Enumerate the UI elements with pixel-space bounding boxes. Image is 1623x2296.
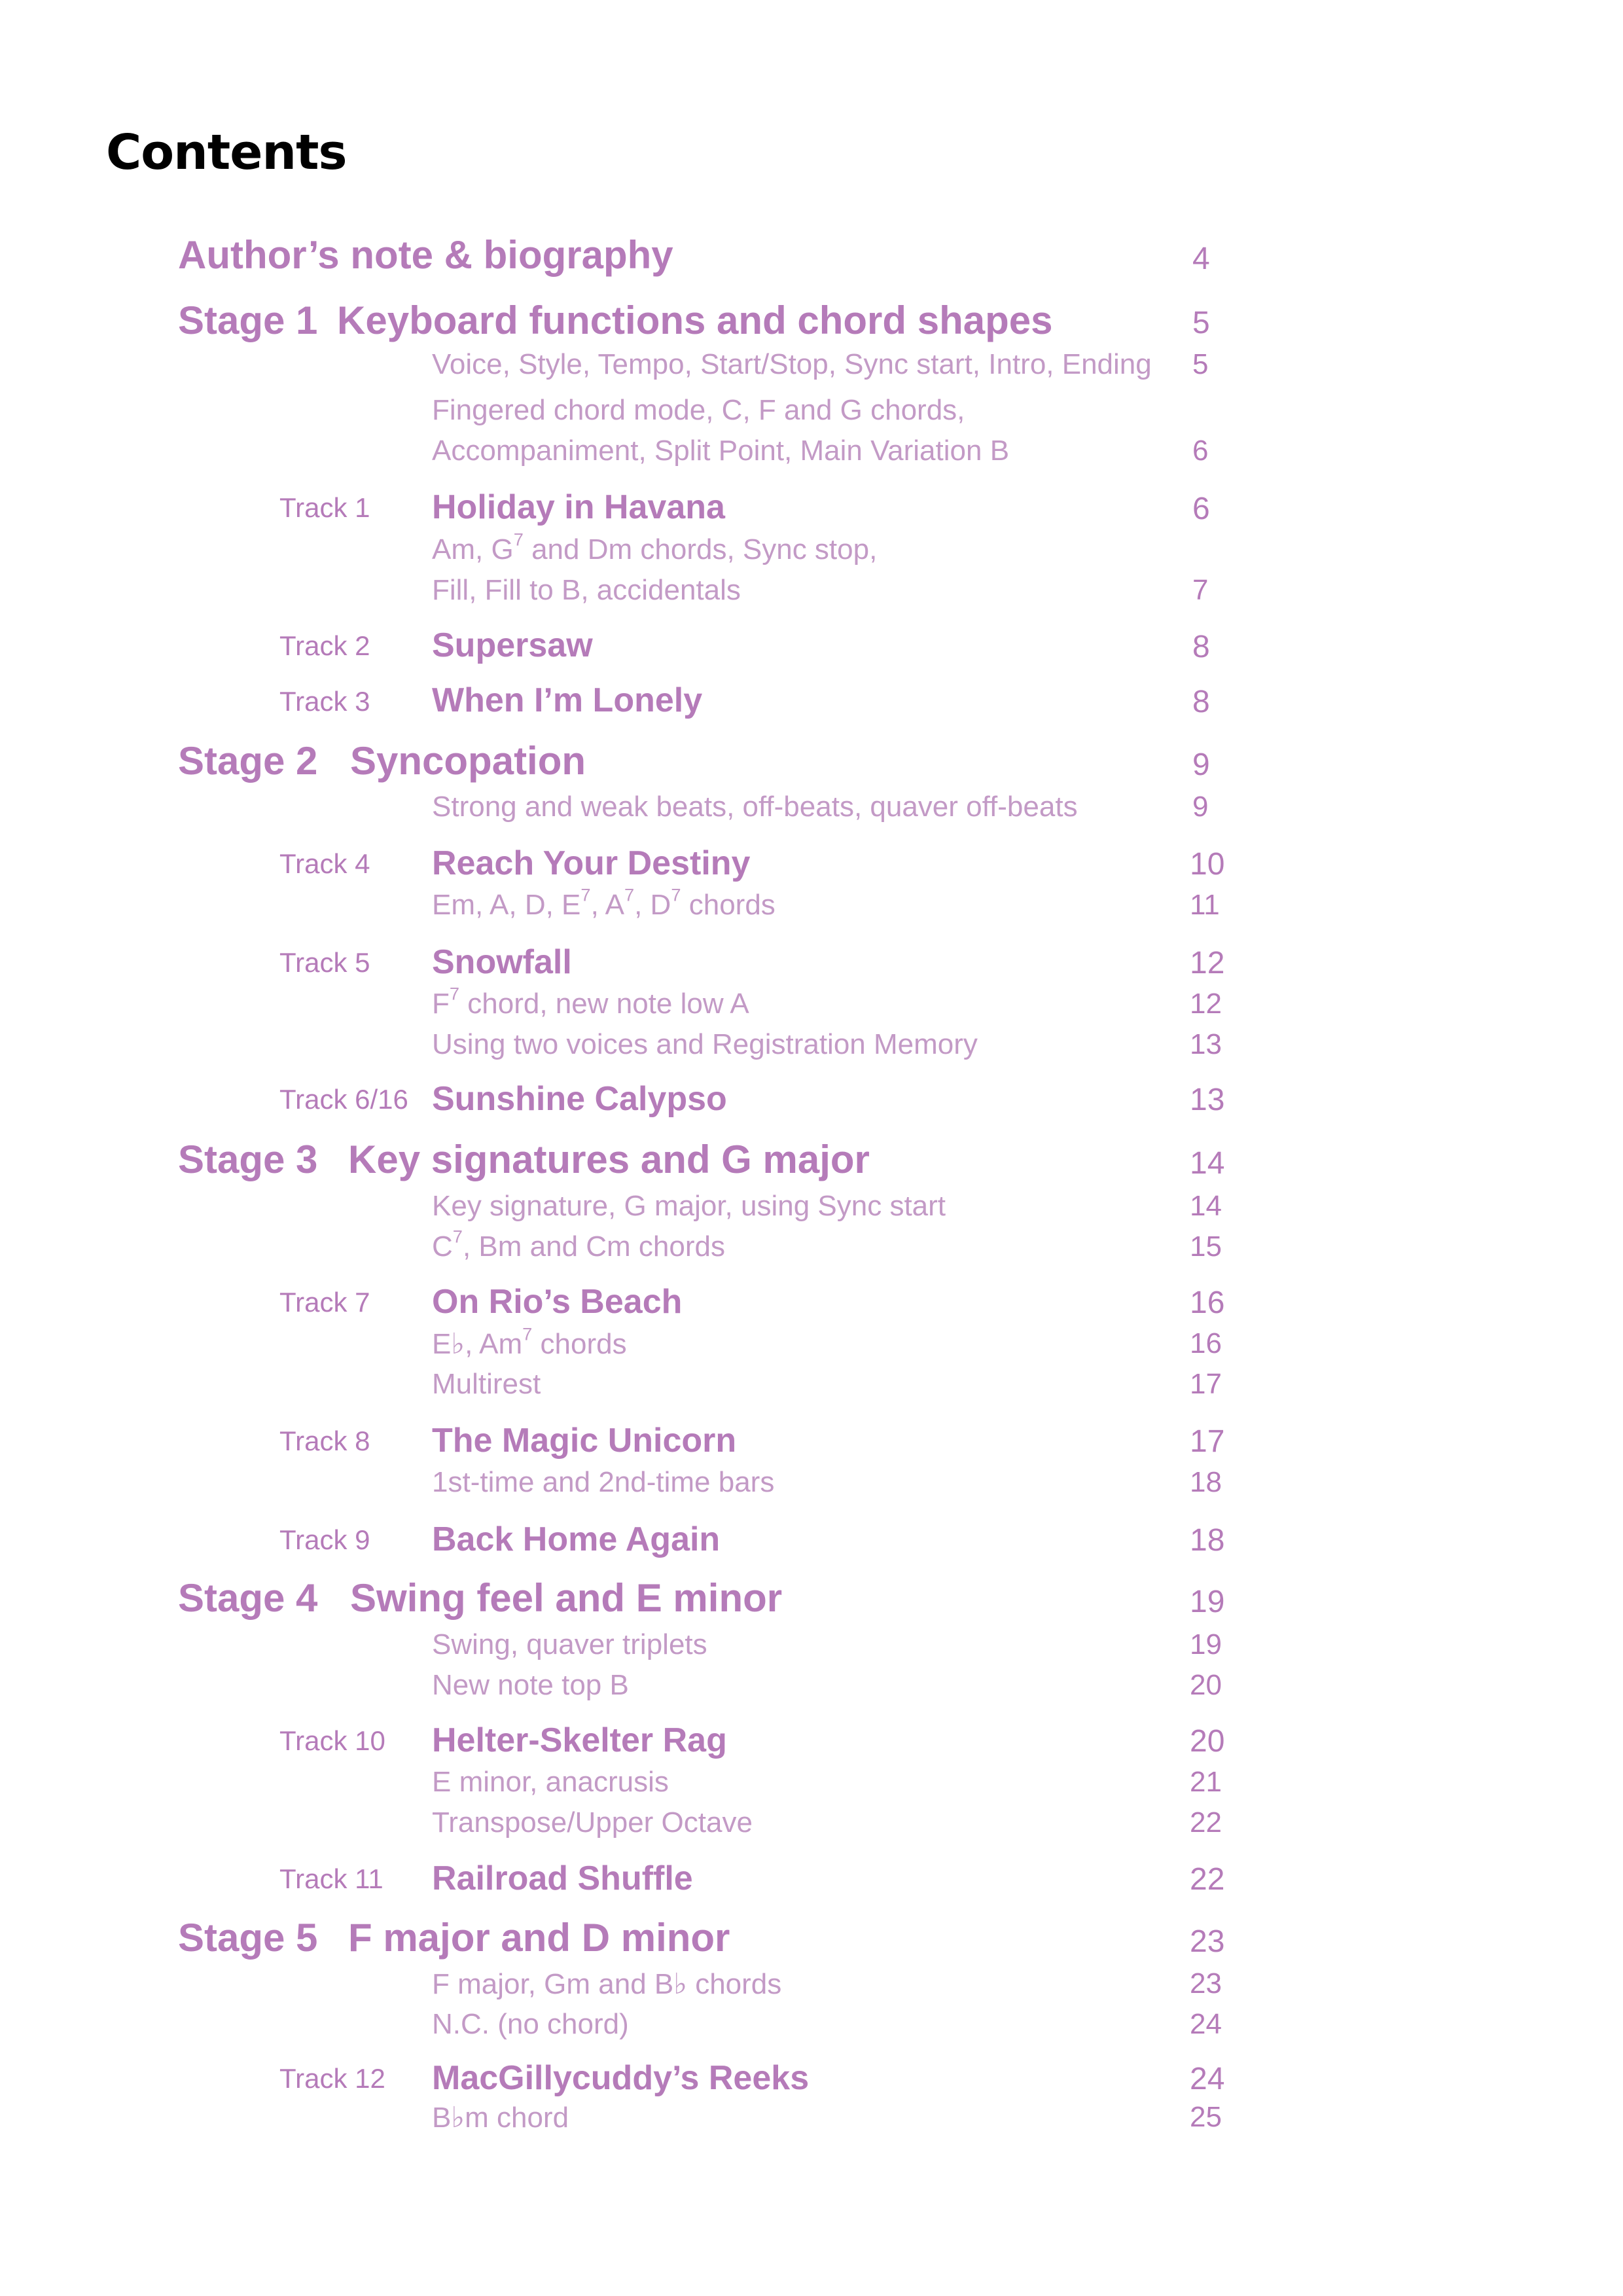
- page-number: 5: [1192, 306, 1210, 340]
- stage-title: F major and D minor: [348, 1916, 730, 1960]
- toc-subentry: Fingered chord mode, C, F and G chords,: [432, 394, 965, 426]
- page-number: 13: [1190, 1028, 1222, 1060]
- page-number: 9: [1192, 747, 1210, 782]
- page-number: 10: [1190, 847, 1225, 882]
- track-label: Track 10: [279, 1725, 385, 1756]
- track-label: Track 3: [279, 686, 370, 717]
- track-label: Track 5: [279, 947, 370, 978]
- track-label: Track 4: [279, 848, 370, 879]
- page-number: 24: [1190, 2062, 1225, 2096]
- page-number: 8: [1192, 630, 1210, 664]
- track-title: Back Home Again: [432, 1520, 721, 1558]
- page-number: 22: [1190, 1806, 1222, 1839]
- toc-subentry: Key signature, G major, using Sync start: [432, 1190, 946, 1222]
- stage-label: Stage 3: [178, 1138, 318, 1181]
- page-number: 16: [1190, 1285, 1225, 1320]
- toc-subentry: Fill, Fill to B, accidentals: [432, 574, 741, 606]
- page-number: 23: [1190, 1924, 1225, 1959]
- page-number: 18: [1190, 1466, 1222, 1498]
- track-label: Track 7: [279, 1287, 370, 1318]
- track-label: Track 1: [279, 492, 370, 523]
- page-title: Contents: [106, 124, 347, 181]
- stage-title: Swing feel and E minor: [350, 1576, 783, 1620]
- track-label: Track 2: [279, 630, 370, 661]
- stage-label: Stage 5: [178, 1916, 318, 1960]
- page-number: 6: [1192, 492, 1210, 526]
- track-title: On Rio’s Beach: [432, 1283, 683, 1321]
- stage-title: Keyboard functions and chord shapes: [337, 298, 1053, 342]
- page-number: 11: [1190, 889, 1220, 921]
- page-number: 21: [1190, 1766, 1222, 1798]
- toc-subentry: Accompaniment, Split Point, Main Variation B: [432, 435, 1010, 467]
- track-label: Track 11: [279, 1863, 383, 1894]
- page-number: 12: [1190, 946, 1225, 980]
- stage-label: Stage 1: [178, 298, 318, 342]
- toc-subentry: Multirest: [432, 1368, 541, 1400]
- track-title: MacGillycuddy’s Reeks: [432, 2059, 810, 2097]
- page-number: 8: [1192, 685, 1210, 719]
- track-title: Snowfall: [432, 943, 572, 981]
- track-title: The Magic Unicorn: [432, 1422, 737, 1460]
- page-number: 15: [1190, 1230, 1222, 1263]
- page-number: 13: [1190, 1083, 1225, 1117]
- page-number: 4: [1192, 242, 1210, 276]
- page-number: 25: [1190, 2101, 1222, 2133]
- stage-title: Syncopation: [350, 739, 586, 783]
- toc-subentry: New note top B: [432, 1669, 629, 1701]
- toc-subentry: B♭m chord: [432, 2102, 569, 2134]
- toc-subentry: E minor, anacrusis: [432, 1766, 669, 1798]
- toc-subentry: Am, $G^7$ and Dm chords, Sync stop,: [432, 529, 878, 565]
- page-number: 5: [1192, 348, 1209, 380]
- track-title: Railroad Shuffle: [432, 1859, 693, 1897]
- page-number: 12: [1190, 988, 1222, 1020]
- toc-subentry: N.C. (no chord): [432, 2008, 629, 2040]
- stage-label: Stage 2: [178, 739, 318, 783]
- page-number: 24: [1190, 2008, 1222, 2040]
- page-number: 19: [1190, 1585, 1225, 1619]
- page-number: 18: [1190, 1523, 1225, 1558]
- track-label: Track 12: [279, 2063, 385, 2094]
- toc-subentry: Using two voices and Registration Memory: [432, 1028, 978, 1060]
- page-number: 23: [1190, 1967, 1222, 2000]
- page-number: 22: [1190, 1862, 1225, 1897]
- track-title: Sunshine Calypso: [432, 1080, 727, 1118]
- page-number: 19: [1190, 1628, 1222, 1660]
- track-label: Track 6/16: [279, 1084, 408, 1115]
- track-title: Supersaw: [432, 626, 593, 664]
- page-number: 7: [1192, 574, 1209, 606]
- page-number: 6: [1192, 435, 1209, 467]
- toc-subentry: 1st-time and 2nd-time bars: [432, 1466, 775, 1498]
- page-number: 20: [1190, 1724, 1225, 1759]
- toc-subentry: $F^7$ chord, new note low A: [432, 983, 749, 1020]
- page-number: 16: [1190, 1327, 1222, 1359]
- track-title: When I’m Lonely: [432, 681, 703, 719]
- stage-title: Key signatures and G major: [348, 1138, 870, 1181]
- toc-author-note: Author’s note & biography: [178, 233, 673, 277]
- toc-subentry: F major, Gm and B♭ chords: [432, 1968, 782, 2000]
- page-number: 14: [1190, 1190, 1222, 1222]
- page-number: 17: [1190, 1368, 1222, 1400]
- track-title: Helter-Skelter Rag: [432, 1721, 727, 1759]
- toc-subentry: Strong and weak beats, off-beats, quaver off-beats: [432, 791, 1078, 823]
- page-number: 20: [1190, 1669, 1222, 1701]
- stage-label: Stage 4: [178, 1576, 318, 1620]
- track-label: Track 8: [279, 1426, 370, 1456]
- toc-subentry: Voice, Style, Tempo, Start/Stop, Sync start, Intro, Ending: [432, 348, 1152, 380]
- toc-subentry: E♭, Am$^7$ chords: [432, 1323, 627, 1360]
- toc-subentry: Swing, quaver triplets: [432, 1628, 707, 1660]
- page-number: 17: [1190, 1424, 1225, 1459]
- track-label: Track 9: [279, 1524, 370, 1555]
- page-number: 9: [1192, 791, 1209, 823]
- track-title: Holiday in Havana: [432, 488, 725, 526]
- toc-subentry: Transpose/Upper Octave: [432, 1806, 753, 1839]
- toc-subentry: Em, A, D, $E^7$, $A^7$, $D^7$ chords: [432, 884, 776, 921]
- page-number: 14: [1190, 1146, 1225, 1181]
- track-title: Reach Your Destiny: [432, 844, 751, 882]
- toc-subentry: $C^7$, Bm and Cm chords: [432, 1226, 725, 1263]
